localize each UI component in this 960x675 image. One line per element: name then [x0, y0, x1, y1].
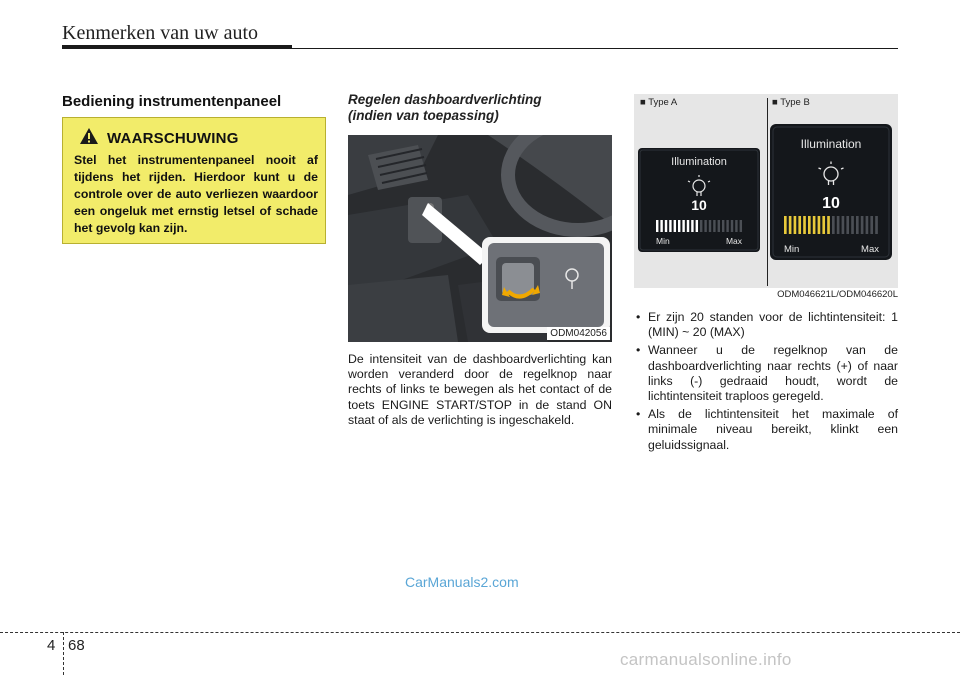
list-item: • Er zijn 20 standen voor de lichtintensiteit: 1 (MIN) ~ 20 (MAX) — [634, 310, 898, 340]
display-b-min: Min — [784, 244, 800, 255]
display-a — [638, 148, 760, 252]
display-a-level-segment — [669, 220, 671, 232]
display-a-level-segment — [735, 220, 737, 232]
list-item: • Als de lichtintensiteit het maximale of minimale niveau bereikt, klinkt een geluidssignaal. — [634, 407, 898, 453]
list-item: • Wanneer u de regelknop van de dashboardverlichting naar rechts (+) of naar links (-) gedraaid houdt, wordt de lichtintensiteit traploos geregeld. — [634, 343, 898, 404]
display-b-level-segment — [851, 216, 854, 234]
types-panel — [634, 94, 898, 288]
warning-title: WAARSCHUWING — [107, 130, 239, 147]
display-b-value: 10 — [822, 195, 840, 212]
dashboard-photo — [348, 135, 612, 342]
sub-heading — [348, 92, 618, 124]
display-a-title: Illumination — [671, 156, 727, 168]
display-b-level-segment — [846, 216, 849, 234]
sub-heading-line1: Regelen dashboardverlichting — [348, 92, 542, 107]
display-b-max: Max — [861, 244, 879, 255]
display-a-level-segment — [740, 220, 742, 232]
illumination-displays — [634, 94, 898, 288]
body-paragraph: De intensiteit van de dashboardverlichting kan worden veranderd door de regelknop naar rechts of links te bewegen als het contact of de toets ENGINE START/STOP in de stand ON staat of als de verlichting is ingeschakeld. — [348, 352, 612, 427]
page-number: 68 — [68, 637, 85, 654]
display-a-level-segment — [665, 220, 667, 232]
display-a-max: Max — [725, 236, 742, 246]
display-b-level-segment — [818, 216, 821, 234]
display-b-level-segment — [856, 216, 859, 234]
display-a-level-segment — [718, 220, 720, 232]
panel-caption: ODM046621L/ODM046620L — [777, 289, 898, 300]
warning-box — [62, 117, 326, 244]
bullet-list — [634, 310, 898, 456]
display-a-level-segment — [678, 220, 680, 232]
display-a-level-segment — [687, 220, 689, 232]
display-a-level-segment — [660, 220, 662, 232]
footer-rule — [0, 632, 960, 634]
header-rule-thin — [292, 48, 898, 49]
display-b-level-segment — [875, 216, 878, 234]
display-b-level-segment — [870, 216, 873, 234]
warning-triangle-icon — [79, 127, 99, 150]
display-b-level-segment — [784, 216, 787, 234]
display-b-level-segment — [866, 216, 869, 234]
watermark-link[interactable]: CarManuals2.com — [405, 574, 519, 590]
header-rule — [62, 45, 292, 49]
display-b-title: Illumination — [800, 137, 862, 151]
footer-watermark[interactable]: carmanualsonline.info — [620, 650, 792, 669]
section-heading: Bediening instrumentenpaneel — [62, 93, 282, 110]
display-a-level-segment — [691, 220, 693, 232]
display-a-value: 10 — [691, 197, 707, 213]
type-a-label: ■ Type A — [640, 97, 678, 108]
display-a-level-segment — [713, 220, 715, 232]
dashboard-photo-illustration — [348, 135, 612, 342]
display-b-level-segment — [813, 216, 816, 234]
display-b-level-segment — [822, 216, 825, 234]
page-header-title: Kenmerken van uw auto — [62, 22, 259, 44]
display-b-level-segment — [789, 216, 792, 234]
footer-divider — [63, 632, 64, 675]
display-b-level-segment — [808, 216, 811, 234]
display-a-level-segment — [709, 220, 711, 232]
display-b — [770, 124, 892, 260]
warning-text: Stel het instrumentenpaneel nooit af tijdens het rijden. Hierdoor kunt u de controle over de auto verliezen waardoor een ongeluk met ernstig letsel of schade het gevolg kan zijn. — [74, 153, 318, 235]
display-a-level-segment — [682, 220, 684, 232]
type-b-label: ■ Type B — [772, 97, 810, 108]
display-a-level-segment — [696, 220, 698, 232]
display-a-level-segment — [704, 220, 706, 232]
display-a-level-segment — [726, 220, 728, 232]
display-b-level-segment — [837, 216, 840, 234]
chapter-number: 4 — [47, 637, 56, 654]
display-b-level-segment — [794, 216, 797, 234]
photo-caption: ODM042056 — [547, 327, 610, 340]
display-a-level-segment — [656, 220, 658, 232]
display-a-level-segment — [674, 220, 676, 232]
sub-heading-line2: (indien van toepassing) — [348, 108, 499, 123]
display-b-level-segment — [803, 216, 806, 234]
display-a-level-segment — [731, 220, 733, 232]
display-a-min: Min — [656, 236, 670, 246]
display-b-level-segment — [832, 216, 835, 234]
display-a-level-segment — [700, 220, 702, 232]
display-a-level-segment — [722, 220, 724, 232]
display-b-level-segment — [798, 216, 801, 234]
display-b-level-segment — [861, 216, 864, 234]
display-b-level-segment — [842, 216, 845, 234]
display-b-level-segment — [827, 216, 830, 234]
